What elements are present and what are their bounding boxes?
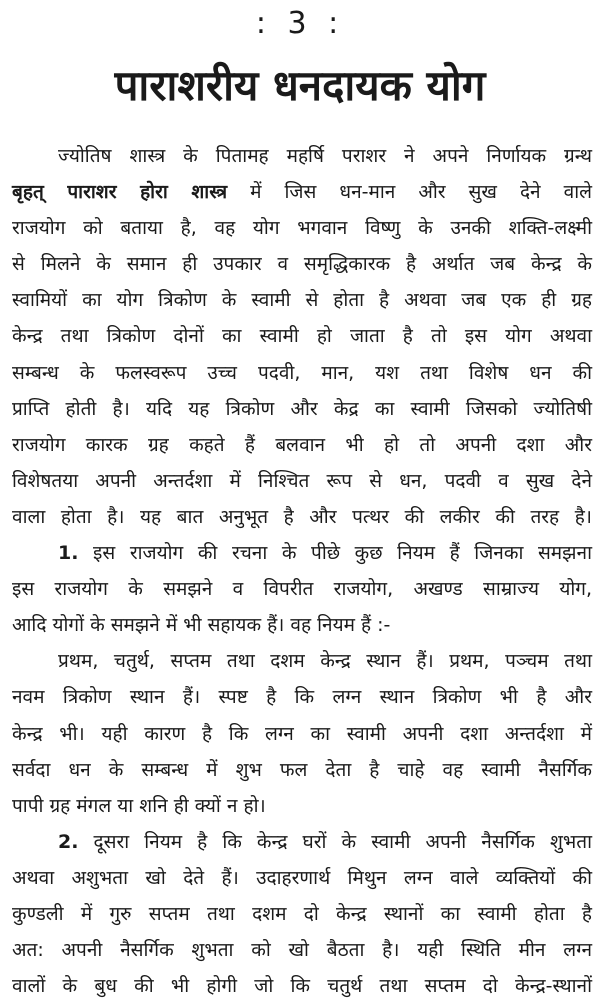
text-line — [12, 932, 592, 968]
line-text: पापी ग्रह मंगल या शनि ही क्यों न हो। — [12, 794, 266, 817]
line-text: में जिस धन-मान और सुख देने वाले — [227, 181, 592, 204]
text-line — [12, 752, 592, 788]
line-text: ज्योतिष शास्त्र के पितामह महर्षि पराशर ने अपने निर्णायक ग्रन्थ — [58, 145, 592, 167]
line-text: प्रथम, चतुर्थ, सप्तम तथा दशम केन्द्र स्थान हैं। प्रथम, पञ्चम तथा — [58, 650, 592, 673]
text-line — [12, 968, 592, 1004]
bold-text: 1. — [58, 542, 79, 565]
body-text — [12, 138, 592, 1004]
text-line — [12, 716, 592, 752]
line-text: राजयोग को बताया है, वह योग भगवान विष्णु के उनकी शक्ति-लक्ष्मी — [12, 217, 592, 240]
text-line — [12, 174, 592, 210]
line-text: प्राप्ति होती है। यदि यह त्रिकोण और केद्र का स्वामी जिसको ज्योतिषी — [12, 397, 592, 420]
text-line — [12, 318, 592, 354]
line-text: विशेषतया अपनी अन्तर्दशा में निश्चित रूप से धन, पदवी व सुख देने — [12, 469, 592, 492]
text-line — [12, 535, 592, 571]
line-text: से मिलने के समान ही उपकार व समृद्धिकारक है अर्थात जब केन्द्र के — [12, 253, 592, 276]
line-text: वालों के बुध की भी होगी जो कि चतुर्थ तथा सप्तम दो केन्द्र-स्थानों — [12, 975, 592, 998]
line-text: सर्वदा धन के सम्बन्ध में शुभ फल देता है चाहे वह स्वामी नैसर्गिक — [12, 758, 592, 781]
text-line — [12, 643, 592, 679]
text-line — [12, 138, 592, 174]
chapter-number: : 3 : — [255, 6, 345, 41]
line-text: सम्बन्ध के फलस्वरूप उच्च पदवी, मान, यश तथा विशेष धन की — [12, 361, 592, 384]
line-text: कुण्डली में गुरु सप्तम तथा दशम दो केन्द्र स्थानों का स्वामी होता है — [12, 902, 592, 925]
text-line — [12, 679, 592, 715]
line-text: अथवा अशुभता खो देते हैं। उदाहरणार्थ मिथुन लग्न वाले व्यक्तियों की — [12, 866, 592, 889]
text-line — [12, 896, 592, 932]
line-text: इस राजयोग की रचना के पीछे कुछ नियम हैं जिनका समझना — [78, 542, 592, 565]
line-text: अत: अपनी नैसर्गिक शुभता को खो बैठता है। यही स्थिति मीन लग्न — [12, 939, 592, 962]
line-text: इस राजयोग के समझने व विपरीत राजयोग, अखण्ड साम्राज्य योग, — [12, 578, 592, 601]
text-line — [12, 860, 592, 896]
bold-text: 2. — [58, 830, 79, 853]
line-text: नवम त्रिकोण स्थान हैं। स्पष्ट है कि लग्न स्थान त्रिकोण भी है और — [12, 686, 592, 709]
text-line — [12, 571, 592, 607]
chapter-title: पाराशरीय धनदायक योग — [114, 61, 486, 110]
line-text: केन्द्र तथा त्रिकोण दोनों का स्वामी हो जाता है तो इस योग अथवा — [12, 325, 592, 348]
text-line — [12, 463, 592, 499]
text-line — [12, 427, 592, 463]
bold-text: बृहत् पाराशर होरा शास्त्र — [12, 181, 228, 204]
line-text: केन्द्र भी। यही कारण है कि लग्न का स्वामी अपनी दशा अन्तर्दशा में — [12, 722, 592, 745]
text-line — [12, 210, 592, 246]
text-line — [12, 607, 592, 643]
line-text: दूसरा नियम है कि केन्द्र घरों के स्वामी अपनी नैसर्गिक शुभता — [78, 830, 592, 853]
line-text: आदि योगों के समझने में भी सहायक हैं। वह नियम हैं :- — [12, 614, 391, 637]
text-line — [12, 246, 592, 282]
text-line — [12, 788, 592, 824]
text-line — [12, 499, 592, 535]
text-line — [12, 824, 592, 860]
line-text: राजयोग कारक ग्रह कहते हैं बलवान भी हो तो अपनी दशा और — [12, 433, 592, 456]
text-line — [12, 282, 592, 318]
text-line — [12, 355, 592, 391]
line-text: वाला होता है। यह बात अनुभूत है और पत्थर की लकीर की तरह है। — [12, 505, 592, 528]
line-text: स्वामियों का योग त्रिकोण के स्वामी से होता है अथवा जब एक ही ग्रह — [12, 289, 592, 312]
text-line — [12, 391, 592, 427]
